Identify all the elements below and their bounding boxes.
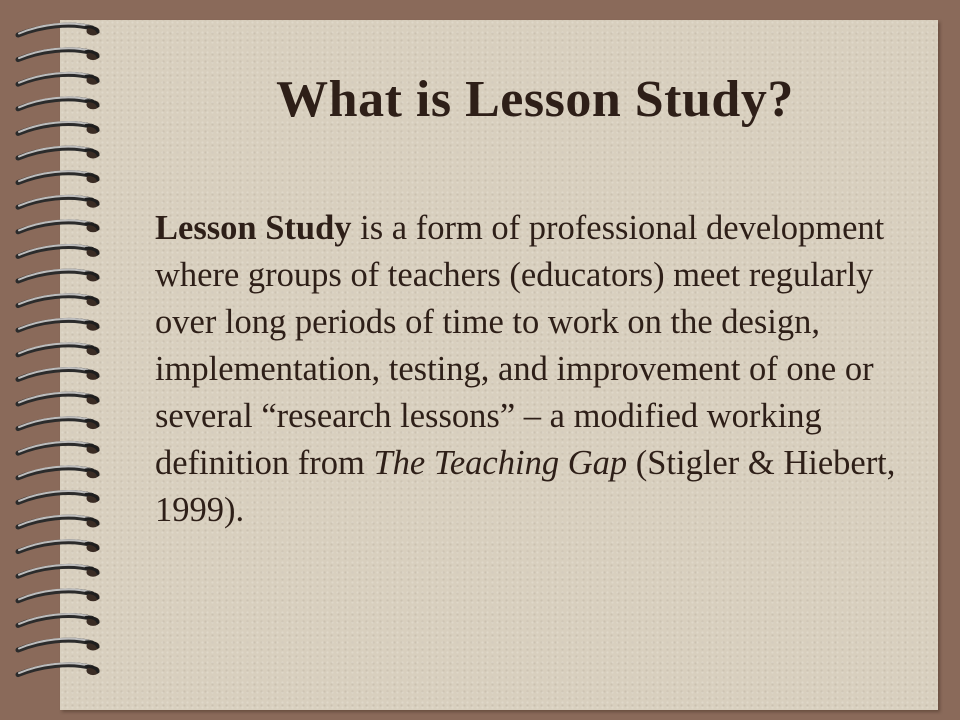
spiral-binding-icon: [0, 0, 130, 720]
spiral-ring: [18, 319, 100, 331]
spiral-ring: [18, 589, 100, 601]
spiral-ring: [18, 48, 100, 60]
definition-text: is a form of professional development where groups of teachers (educators) meet regularly over long periods of time to work on the design, implementation, testing, and improvement of one or several “research lessons” – a modified working definition from: [155, 209, 885, 482]
spiral-ring: [18, 368, 100, 380]
spiral-ring: [18, 294, 100, 306]
spiral-ring: [18, 540, 100, 552]
spiral-ring: [18, 196, 100, 208]
spiral-ring: [18, 220, 100, 232]
citation-text: (Stigler & Hiebert, 1999).: [155, 444, 896, 529]
term-lesson-study: Lesson Study: [155, 209, 352, 247]
spiral-ring: [18, 393, 100, 405]
spiral-ring: [18, 122, 100, 134]
spiral-ring: [18, 97, 100, 109]
spiral-ring: [18, 442, 100, 454]
spiral-ring: [18, 614, 100, 626]
book-title: The Teaching Gap: [373, 444, 628, 482]
spiral-ring: [18, 73, 100, 85]
spiral-ring: [18, 516, 100, 528]
spiral-ring: [18, 491, 100, 503]
slide-title: What is Lesson Study?: [276, 71, 794, 128]
spiral-ring: [18, 245, 100, 257]
spiral-ring: [18, 24, 100, 36]
spiral-ring: [18, 417, 100, 429]
spiral-ring: [18, 171, 100, 183]
definition-paragraph: [155, 205, 915, 534]
spiral-ring: [18, 663, 100, 675]
spiral-ring: [18, 343, 100, 355]
spiral-ring: [18, 466, 100, 478]
spiral-ring: [18, 147, 100, 159]
spiral-ring: [18, 565, 100, 577]
spiral-ring: [18, 270, 100, 282]
spiral-ring: [18, 639, 100, 651]
